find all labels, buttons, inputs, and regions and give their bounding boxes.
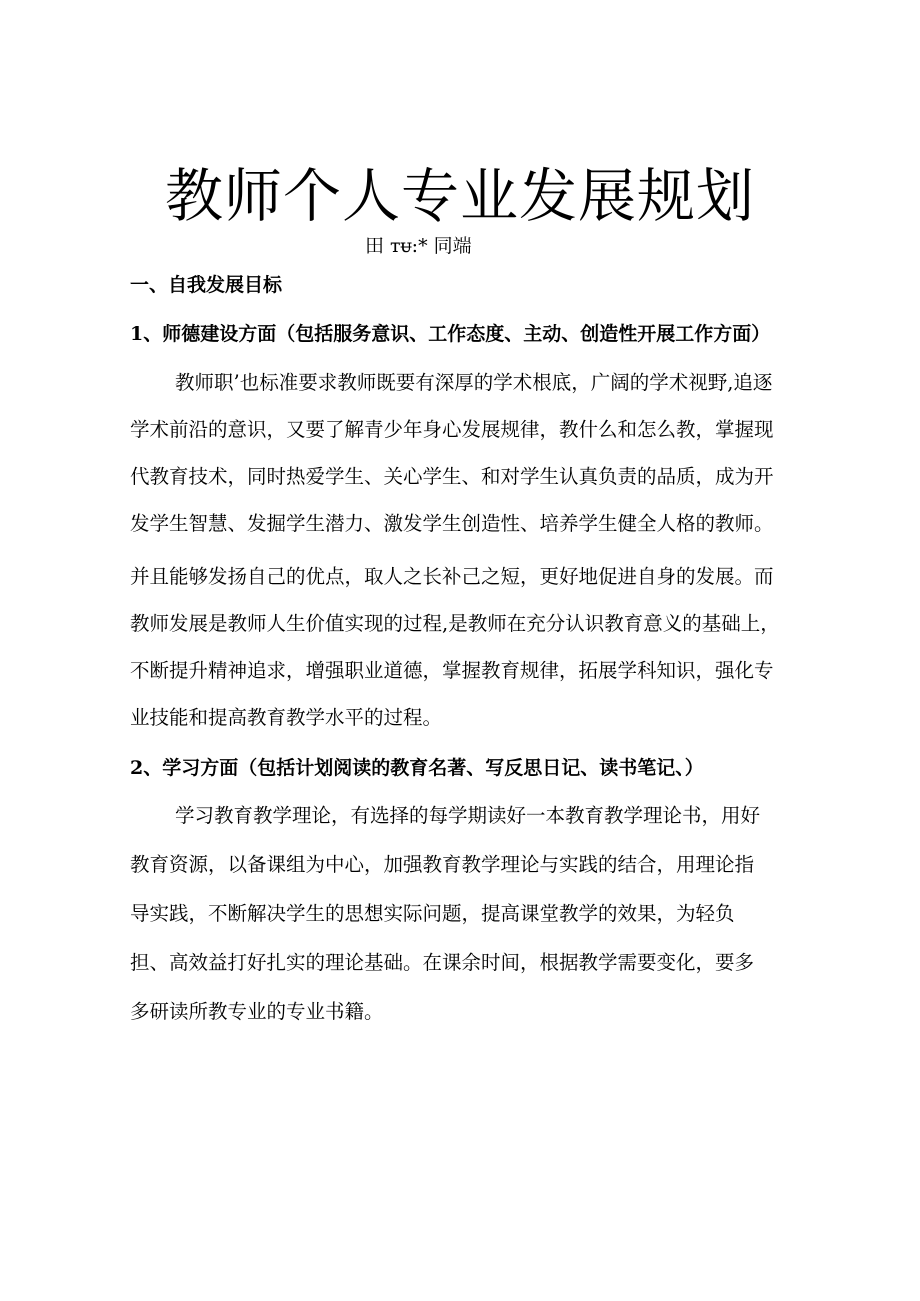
paragraph-line: 导实践，不断解决学生的思想实际问题，提高课堂教学的效果，为轻负 (130, 902, 735, 925)
paragraph-line: 并且能够发扬自己的优点，取人之长补己之短，更好地促进自身的发展。而 (130, 565, 774, 588)
subsection-heading-study: 2、学习方面（包括计划阅读的教育名著、写反思日记、读书笔记、） (130, 757, 704, 779)
document-title: 教师个人专业发展规划 (164, 162, 755, 230)
section-heading-goals: 一、自我发展目标 (130, 274, 283, 296)
paragraph-line: 多研读所教专业的专业书籍。 (130, 1000, 384, 1023)
paragraph-line: 代教育技术，同时热爱学生、关心学生、和对学生认真负责的品质，成为开 (130, 465, 774, 488)
paragraph-line: 业技能和提高教育教学水平的过程。 (130, 706, 443, 729)
paragraph-line: 担、高效益打好扎实的理论基础。在课余时间，根据教学需要变化，要多 (130, 951, 755, 974)
paragraph-line: 学习教育教学理论，有选择的每学期读好一本教育教学理论书，用好 (175, 804, 761, 827)
paragraph-line: 发学生智慧、发掘学生潜力、激发学生创造性、培养学生健全人格的教师。 (130, 512, 774, 535)
paragraph-line: 教师发展是教师人生价值实现的过程,是教师在充分认识教育意义的基础上， (130, 612, 780, 635)
paragraph-line: 教师职’也标准要求教师既要有深厚的学术根底，广阔的学术视野,追逐 (175, 371, 773, 394)
paragraph-line: 不断提升精神追求，增强职业道德，掌握教育规律，拓展学科知识，强化专 (130, 659, 774, 682)
subsection-heading-ethics: 1、师德建设方面（包括服务意识、工作态度、主动、创造性开展工作方面） (130, 323, 771, 345)
author-line: 田 ᴛᵾ:* 同端 (365, 235, 472, 257)
paragraph-line: 教育资源，以备课组为中心，加强教育教学理论与实践的结合，用理论指 (130, 853, 755, 876)
paragraph-line: 学术前沿的意识，又要了解青少年身心发展规律，教什么和怎么教，掌握现 (130, 418, 774, 441)
